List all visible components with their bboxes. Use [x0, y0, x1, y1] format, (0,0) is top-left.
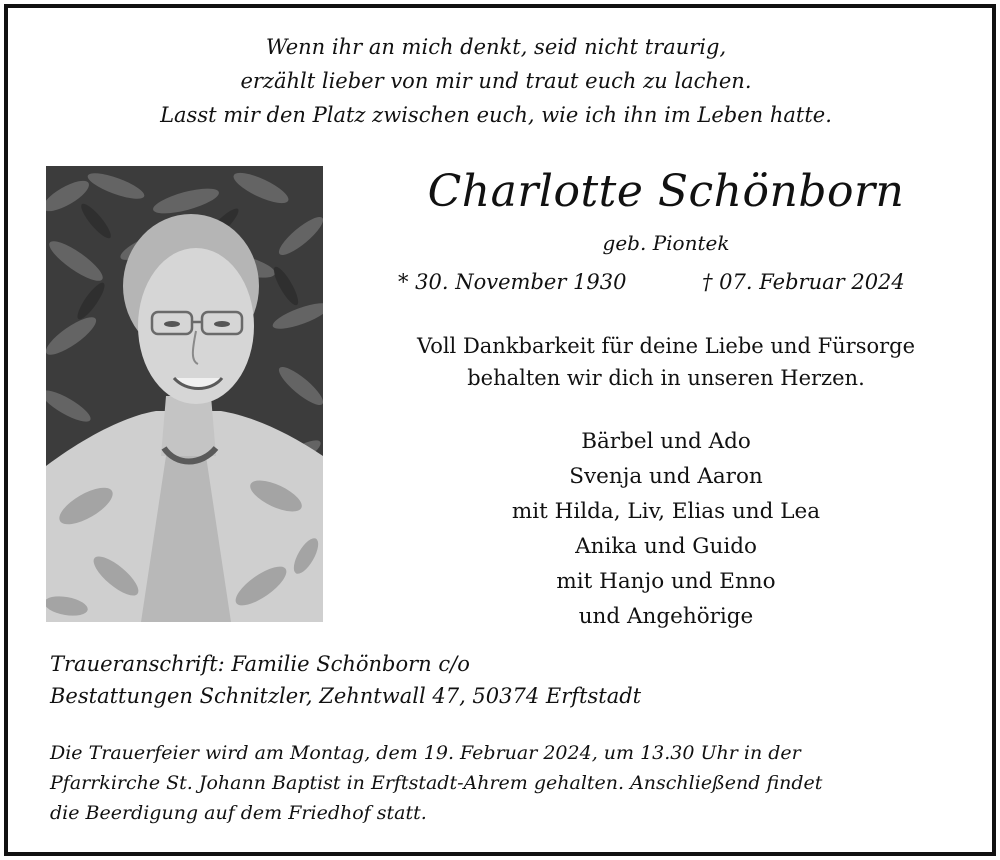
thanks-line: Voll Dankbarkeit für deine Liebe und Fürsorge [416, 334, 916, 358]
death-date: † 07. Februar 2024 [702, 270, 905, 294]
thanks-line: behalten wir dich in unseren Herzen. [467, 366, 865, 390]
deceased-name: Charlotte Schönborn [427, 166, 905, 217]
family-line: und Angehörige [578, 604, 754, 629]
quote-line: erzählt lieber von mir und traut euch zu lachen. [240, 69, 752, 93]
quote-line: Wenn ihr an mich denkt, seid nicht traurig, [265, 35, 727, 59]
family-line: Bärbel und Ado [581, 429, 751, 454]
address-line: Bestattungen Schnitzler, Zehntwall 47, 50374 Erftstadt [50, 684, 642, 708]
mourning-address [50, 648, 641, 712]
service-line: Die Trauerfeier wird am Montag, dem 19. Februar 2024, um 13.30 Uhr in der [50, 742, 801, 764]
family-line: mit Hanjo und Enno [556, 569, 776, 594]
birth-name: geb. Piontek [602, 231, 730, 255]
portrait-illustration [46, 166, 323, 622]
memorial-quote [0, 30, 992, 132]
service-line: die Beerdigung auf dem Friedhof statt. [50, 802, 427, 824]
birth-date: * 30. November 1930 [398, 270, 627, 294]
family-list [340, 424, 992, 634]
funeral-service-info [50, 738, 822, 828]
family-line: Anika und Guido [575, 534, 757, 559]
service-line: Pfarrkirche St. Johann Baptist in Erftstadt-Ahrem gehalten. Anschließend findet [50, 772, 823, 794]
family-line: mit Hilda, Liv, Elias und Lea [511, 499, 821, 524]
quote-line: Lasst mir den Platz zwischen euch, wie ich ihn im Leben hatte. [160, 103, 832, 127]
address-line: Traueranschrift: Familie Schönborn c/o [50, 652, 470, 676]
portrait-photo [46, 166, 323, 622]
thanks-text [340, 330, 992, 394]
family-line: Svenja und Aaron [569, 464, 763, 489]
